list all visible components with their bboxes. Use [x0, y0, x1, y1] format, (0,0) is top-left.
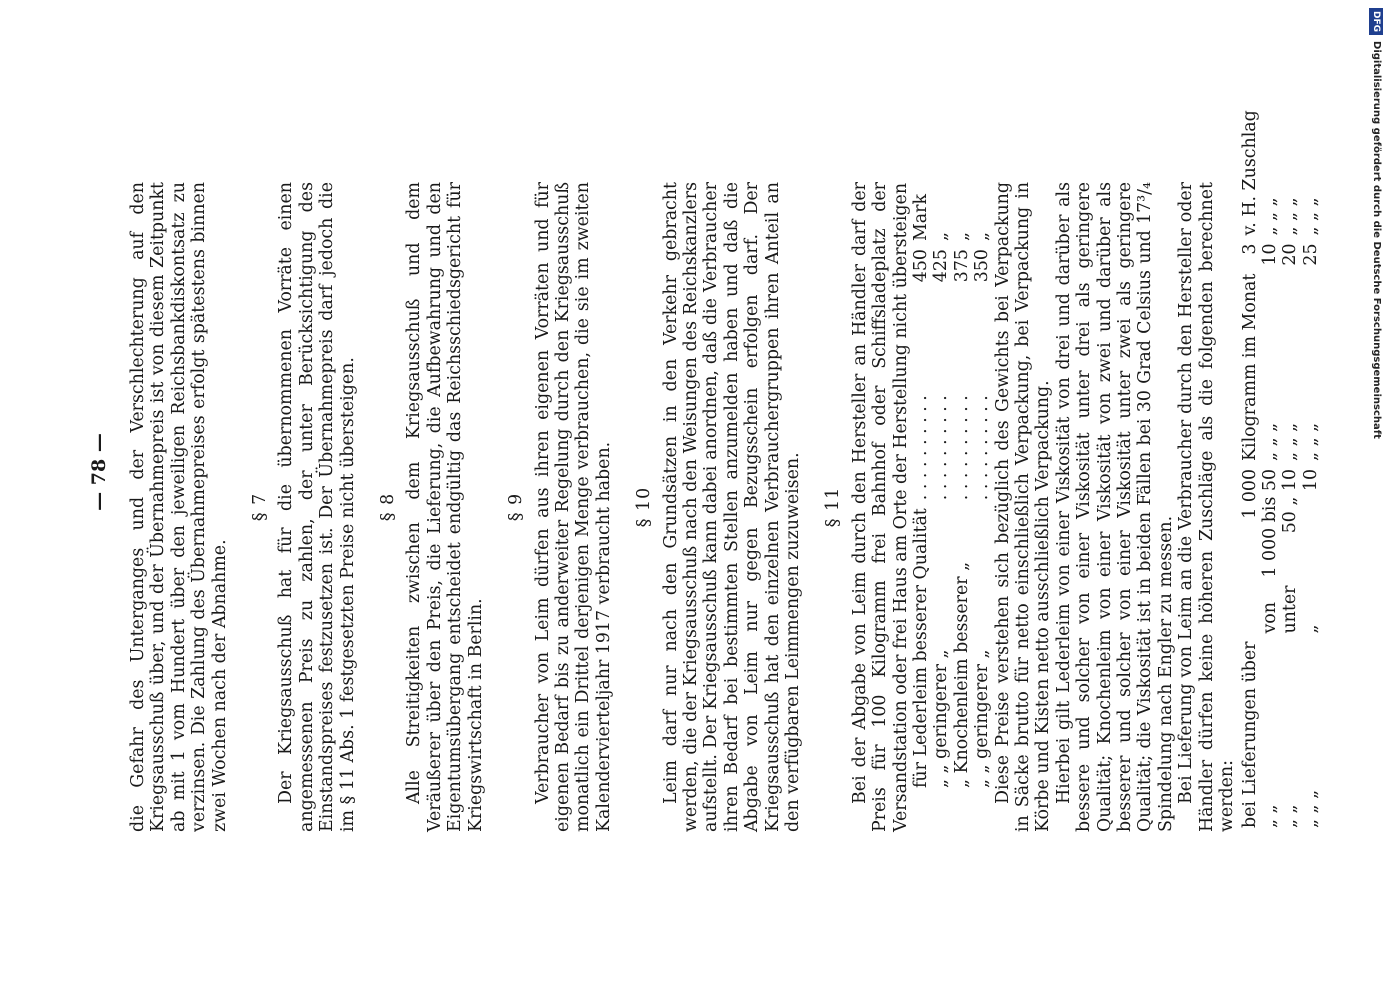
- dfg-sidebar: [1366, 8, 1383, 998]
- table-row: [1240, 106, 1260, 832]
- price-unit: „: [972, 231, 993, 241]
- section-8-heading: § 8: [378, 492, 399, 522]
- document-body: [128, 110, 1321, 832]
- table-row: [931, 190, 951, 792]
- price-unit: Mark: [911, 193, 931, 241]
- dfg-credit-text: Digitalisierung gefördert durch die Deutsche Forschungsgemeinschaft: [1371, 41, 1382, 439]
- surcharge-percent: 10: [1259, 243, 1280, 266]
- surcharge-percent: 25: [1300, 243, 1321, 266]
- surcharge-col2: von: [1259, 602, 1280, 634]
- surcharge-quantity: 1 000: [1239, 468, 1260, 519]
- section-7-text: Der Kriegsausschuß hat für die übernommenen Vorräte einen angemessenen Preis zu zahlen, der unter Berücksichtigung des Einstandspreises festzusetzen ist. Der Übernahmepreis darf jedoch die im § 11 Abs. 1 festgesetzten Preise nicht übersteigen.: [276, 182, 358, 832]
- dfg-credit: [1366, 8, 1383, 998]
- section-7-heading: § 7: [250, 492, 271, 522]
- section-11-paragraph-3: Hierbei gilt Lederleim von einer Viskosität von drei und darüber als bessere und solcher von einer Viskosität unter drei als geringere Qualität; Knochenleim von einer Viskosität von zwei und darüber als besserer und solcher von einer Viskosität unter zwei als geringere Qualität; die Viskosität ist in beiden Fällen bei 30 Grad Celsius und 17³/₄ Spindelung nach Engler zu messen.: [1053, 182, 1176, 832]
- price-unit: „: [931, 231, 952, 241]
- price-unit: „: [951, 231, 972, 241]
- intro-paragraph: die Gefahr des Unterganges und der Verschlechterung auf den Kriegsausschuß über, und der Übernahmepreis ist von diesem Zeitpunkt ab mit 1 vom Hundert über den jeweiligen Reichsbankdiskontsatz zu verzinsen. Die Zahlung des Übernahmepreises erfolgt spätestens binnen zwei Wochen nach der Abnahme.: [128, 182, 230, 832]
- surcharge-col1: „ „: [1259, 804, 1280, 828]
- surcharge-col2: „: [1300, 624, 1321, 634]
- surcharge-unit: „ „ „: [1259, 197, 1280, 236]
- surcharge-percent: 20: [1280, 243, 1301, 266]
- section-9-text: Verbraucher von Leim dürfen aus ihren eigenen Vorräten und für eigenen Bedarf bis zu anderweiter Regelung durch den Kriegsausschuß monatlich ein Drittel derjenigen Menge verbrauchen, die sie im zweiten Kalendervierteljahr 1917 verbraucht haben.: [532, 182, 614, 832]
- surcharge-table: [1240, 106, 1322, 832]
- surcharge-quantity: 50 „ 10: [1280, 468, 1301, 534]
- surcharge-col4: „ „ „: [1280, 422, 1301, 461]
- table-row: [952, 190, 972, 792]
- price-table: [911, 190, 993, 792]
- surcharge-percent: 3: [1239, 243, 1260, 255]
- table-row: [1301, 106, 1321, 832]
- price-value: 450: [911, 249, 931, 283]
- surcharge-unit: v. H. Zuschlag: [1239, 110, 1260, 236]
- price-value: 350: [972, 249, 993, 283]
- section-11-intro: Bei der Abgabe von Leim durch den Hersteller an Händler darf der Preis für 100 Kilogramm frei Bahnhof oder Schiffsladeplatz der Versandstation oder frei Haus am Orte der Herstellung nicht übersteigen: [849, 182, 911, 832]
- section-8-text: Alle Streitigkeiten zwischen dem Kriegsausschuß und dem Veräußerer über den Preis, die Lieferung, die Aufbewahrung und den Eigentumsübergang entscheidet endgültig das Reichsschiedsgericht für Kriegswirtschaft in Berlin.: [404, 182, 486, 832]
- surcharge-col4: „ „ „: [1300, 422, 1321, 461]
- page-number: — 78 —: [88, 433, 110, 511]
- surcharge-col4: Kilogramm im Monat: [1239, 273, 1260, 461]
- section-10-heading: § 10: [634, 486, 655, 528]
- dfg-logo: DFG: [1369, 8, 1383, 35]
- price-dots: . . . . . . . . . .: [911, 395, 931, 501]
- surcharge-unit: „ „ „: [1300, 197, 1321, 236]
- surcharge-col1: bei Lieferungen über: [1239, 641, 1260, 828]
- section-9-heading: § 9: [506, 492, 527, 522]
- table-row: [1280, 106, 1300, 832]
- section-11-paragraph-4: Bei Lieferung von Leim an die Verbraucher durch den Hersteller oder Händler dürfen keine höheren Zuschläge als die folgenden berechnet werden:: [1176, 182, 1238, 832]
- surcharge-col1: „ „: [1280, 804, 1301, 828]
- section-10-text: Leim darf nur nach den Grundsätzen in den Verkehr gebracht werden, die der Kriegsausschuß nach den Weisungen des Reichskanzlers aufstellt. Der Kriegsausschuß kann dabei anordnen, daß die Verbraucher ihren Bedarf bei bestimmten Stellen anzumelden haben und daß die Abgabe von Leim nur gegen Bezugsschein erfolgen darf. Der Kriegsausschuß hat den einzelnen Verbrauchergruppen ihren Anteil an den verfügbaren Leimmengen zuzuweisen.: [660, 182, 803, 832]
- price-dots: . . . . . . . . . .: [972, 395, 993, 501]
- price-label: „ Knochenleim besserer „: [951, 561, 972, 788]
- price-dots: . . . . . . . . . .: [951, 395, 972, 501]
- table-row: [911, 190, 931, 792]
- surcharge-col2: [1240, 582, 1260, 638]
- section-11-paragraph-2: Diese Preise verstehen sich bezüglich des Gewichts bei Verpackung in Säcke brutto für netto einschließlich Verpackung, bei Verpackung in Körbe und Kisten netto ausschließlich Verpackung.: [992, 182, 1054, 832]
- section-11-heading: § 11: [823, 486, 844, 528]
- price-value: 425: [931, 249, 952, 283]
- surcharge-quantity: 1 000 bis 50: [1259, 468, 1280, 578]
- price-label: für Lederleim besserer Qualität: [911, 508, 931, 788]
- surcharge-unit: „ „ „: [1280, 197, 1301, 236]
- table-row: [1260, 106, 1280, 832]
- surcharge-quantity: 10: [1300, 468, 1321, 492]
- table-row: [972, 190, 992, 792]
- surcharge-col2: unter: [1280, 585, 1301, 634]
- surcharge-col4: „ „ „: [1259, 422, 1280, 461]
- surcharge-col1: „ „ „: [1300, 789, 1321, 828]
- price-label: „ „ geringerer „: [972, 649, 993, 788]
- price-dots: . . . . . . . . . .: [931, 395, 952, 501]
- price-label: „ „ geringerer „: [931, 649, 952, 788]
- price-value: 375: [951, 249, 972, 283]
